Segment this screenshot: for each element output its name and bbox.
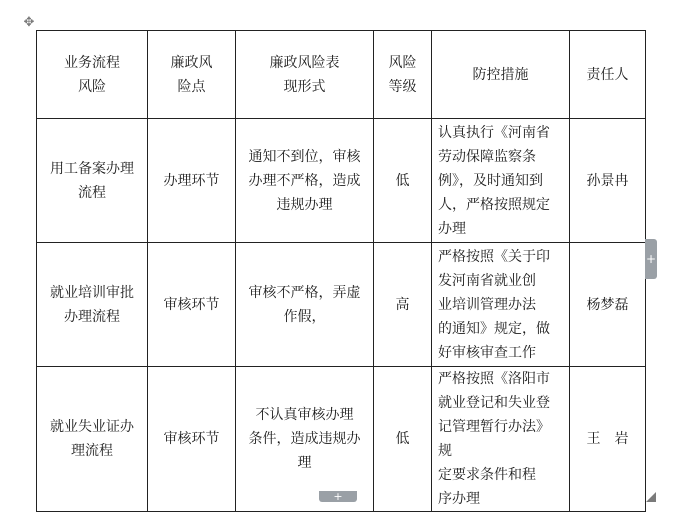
- table-row: [37, 243, 646, 367]
- table-move-handle-icon[interactable]: ✥: [23, 15, 35, 30]
- add-column-plus-icon[interactable]: +: [319, 491, 357, 502]
- table-cell[interactable]: 王 岩: [570, 367, 646, 512]
- header-cell[interactable]: 责任人: [570, 31, 646, 119]
- table-cell[interactable]: 用工备案办理 流程: [37, 119, 148, 243]
- table-cell[interactable]: 审核不严格，弄虚 作假，: [236, 243, 374, 367]
- table-cell[interactable]: 严格按照《关于印 发河南省就业创 业培训管理办法 的通知》规定，做 好审核审查工作: [432, 243, 570, 367]
- table-cell[interactable]: 孙景冉: [570, 119, 646, 243]
- table-cell[interactable]: 审核环节: [148, 243, 236, 367]
- table-cell[interactable]: 认真执行《河南省 劳动保障监察条 例》，及时通知到 人，严格按照规定 办理: [432, 119, 570, 243]
- table-cell[interactable]: 审核环节: [148, 367, 236, 512]
- table-cell[interactable]: 就业培训审批 办理流程: [37, 243, 148, 367]
- header-cell[interactable]: 业务流程 风险: [37, 31, 148, 119]
- add-row-plus-icon[interactable]: +: [645, 239, 657, 279]
- table-cell[interactable]: 通知不到位，审核 办理不严格，造成 违规办理: [236, 119, 374, 243]
- table-cell[interactable]: 高: [374, 243, 432, 367]
- table-row: [37, 119, 646, 243]
- table-cell[interactable]: 不认真审核办理 条件，造成违规办 理: [236, 367, 374, 512]
- header-cell[interactable]: 廉政风险表 现形式: [236, 31, 374, 119]
- header-cell[interactable]: 风险 等级: [374, 31, 432, 119]
- table-cell[interactable]: 严格按照《洛阳市 就业登记和失业登 记管理暂行办法》规 定要求条件和程 序办理: [432, 367, 570, 512]
- header-cell[interactable]: 防控措施: [432, 31, 570, 119]
- table-cell[interactable]: 低: [374, 367, 432, 512]
- table-cell[interactable]: 办理环节: [148, 119, 236, 243]
- table-cell[interactable]: 低: [374, 119, 432, 243]
- header-cell[interactable]: 廉政风 险点: [148, 31, 236, 119]
- risk-control-table: [36, 30, 646, 512]
- table-cell[interactable]: 杨梦磊: [570, 243, 646, 367]
- table-header-row: [37, 31, 646, 119]
- table-cell[interactable]: 就业失业证办 理流程: [37, 367, 148, 512]
- table-resize-icon[interactable]: [646, 492, 656, 502]
